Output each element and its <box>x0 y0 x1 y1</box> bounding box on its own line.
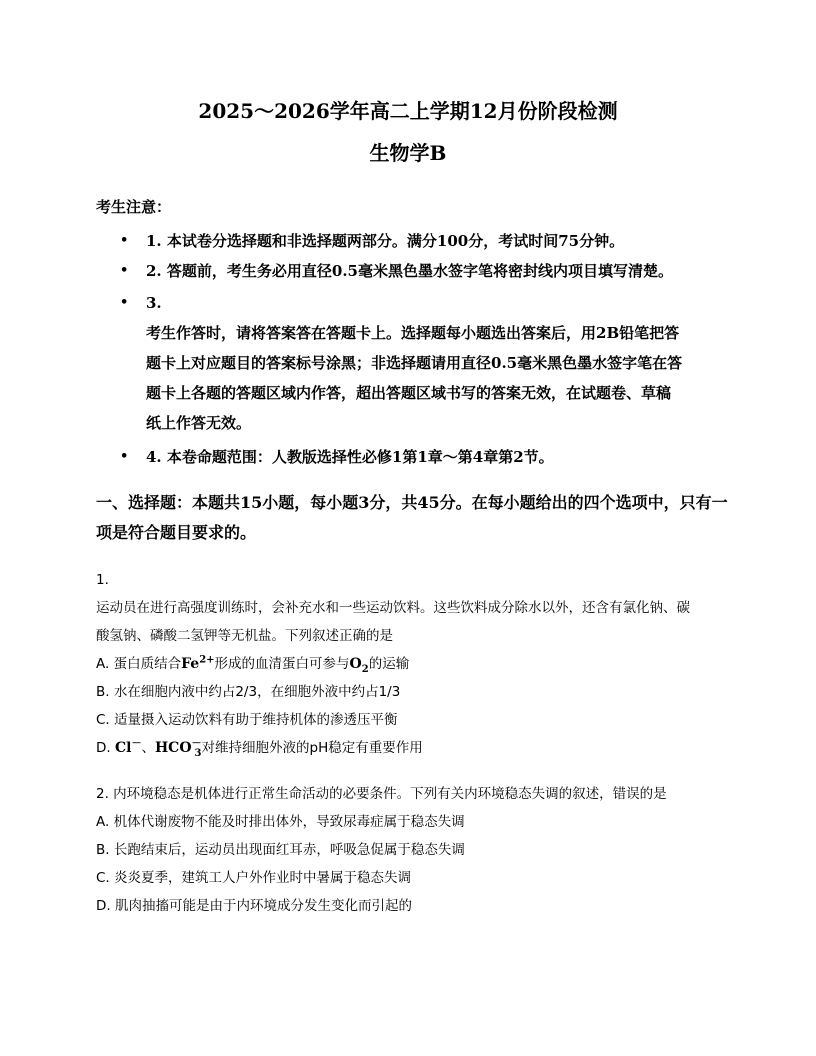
chem-charge: 2+ <box>199 654 215 666</box>
notice-item-line: 考生作答时，请将答案答在答题卡上。选择题每小题选出答案后，用2B铅笔把答 <box>146 324 680 342</box>
option-b: B. 水在细胞内液中约占2/3，在细胞外液中约占1/3 <box>96 684 401 700</box>
option-text: 形成的血清蛋白可参与 <box>214 656 350 672</box>
option-a: A. 机体代谢废物不能及时排出体外，导致尿毒症属于稳态失调 <box>96 814 465 830</box>
bullet-icon: • <box>120 263 129 278</box>
section-heading-line: 项是符合题目要求的。 <box>96 523 257 542</box>
question-number: 1. <box>96 572 109 588</box>
chem-formula <box>115 740 141 756</box>
notice-item-body <box>146 318 726 438</box>
option-c: C. 炎炎夏季，建筑工人户外作业时中暑属于稳态失调 <box>96 870 412 886</box>
chem-charge: － <box>131 738 142 750</box>
notice-item-line: 纸上作答无效。 <box>146 414 252 432</box>
option-text: A. 蛋白质结合 <box>96 656 182 672</box>
chem-formula <box>155 734 202 762</box>
chem-symbol: Fe <box>181 656 200 672</box>
section-heading-line: 一、选择题：本题共15小题，每小题3分，共45分。在每小题给出的四个选项中，只有一 <box>96 493 728 512</box>
notice-item-text: 1. 本试卷分选择题和非选择题两部分。满分100分，考试时间75分钟。 <box>146 232 625 250</box>
section-heading <box>96 488 726 548</box>
notice-item-line: 题卡上对应题目的答案标号涂黑；非选择题请用直径0.5毫米黑色墨水签字笔在答 <box>146 354 683 372</box>
exam-subject: 生物学B <box>369 141 447 165</box>
notice-item-line: 题卡上各题的答题区域内作答，超出答题区域书写的答案无效，在试题卷、草稿 <box>146 384 672 402</box>
notice-item-3 <box>120 288 720 438</box>
chem-symbol: HCO <box>154 740 192 756</box>
option-a <box>96 650 736 678</box>
bullet-icon: • <box>120 295 129 310</box>
question-stem-line: 2. 内环境稳态是机体进行正常生命活动的必要条件。下列有关内环境稳态失调的叙述，错误的是 <box>96 786 667 802</box>
option-c: C. 适量摄入运动饮料有助于维持机体的渗透压平衡 <box>96 712 398 728</box>
option-d <box>96 734 736 762</box>
question-stem-line: 酸氢钠、磷酸二氢钾等无机盐。下列叙述正确的是 <box>96 628 393 644</box>
option-d: D. 肌肉抽搐可能是由于内环境成分发生变化而引起的 <box>96 898 412 914</box>
question-2 <box>96 780 736 920</box>
option-text: 、 <box>141 740 155 756</box>
question-1 <box>96 566 736 762</box>
exam-title: 2025～2026学年高二上学期12月份阶段检测 <box>198 99 618 123</box>
chem-subscript: 3 <box>194 747 202 759</box>
bullet-icon: • <box>120 233 129 248</box>
notice-item-number: 3. <box>146 294 162 312</box>
chem-symbol: O <box>349 656 362 672</box>
chem-charge: － <box>191 738 202 750</box>
option-text: D. <box>96 740 115 756</box>
chem-symbol: Cl <box>114 740 132 756</box>
question-stem-line: 运动员在进行高强度训练时，会补充水和一些运动饮料。这些饮料成分除水以外，还含有氯化钠、碳 <box>96 600 690 616</box>
option-text: 对维持细胞外液的pH稳定有重要作用 <box>201 740 423 756</box>
option-b: B. 长跑结束后，运动员出现面红耳赤，呼吸急促属于稳态失调 <box>96 842 465 858</box>
chem-formula <box>349 656 369 675</box>
bullet-icon: • <box>120 449 129 464</box>
chem-formula <box>181 656 214 672</box>
option-text: 的运输 <box>368 656 410 672</box>
chem-subscript: 2 <box>361 663 369 675</box>
notice-item-text: 2. 答题前，考生务必用直径0.5毫米黑色墨水签字笔将密封线内项目填写清楚。 <box>146 262 673 280</box>
notice-heading: 考生注意： <box>96 198 172 216</box>
notice-item-text: 4. 本卷命题范围：人教版选择性必修1第1章～第4章第2节。 <box>146 448 554 466</box>
